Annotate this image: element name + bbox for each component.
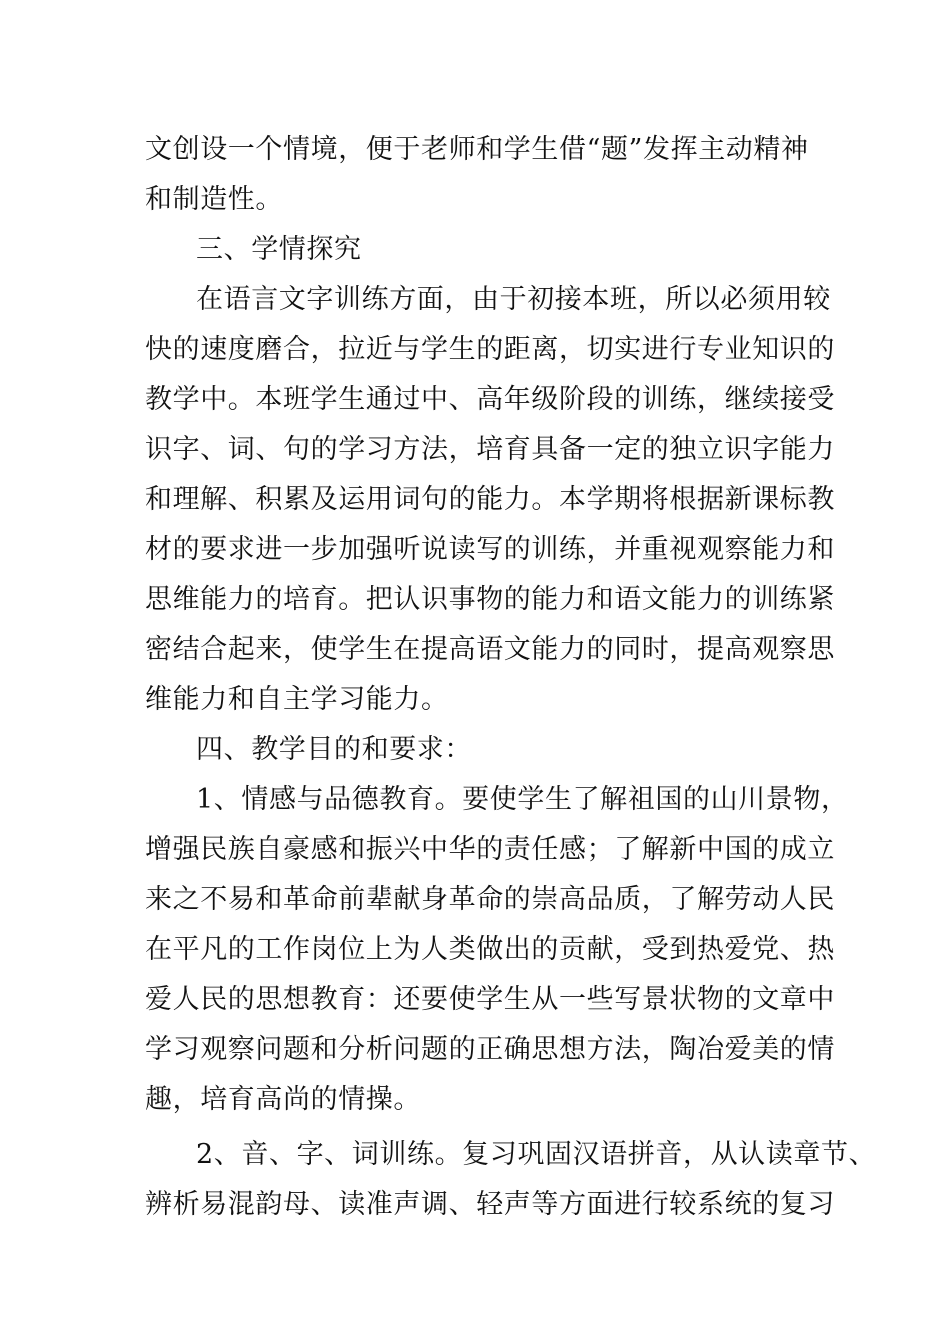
text-line: 教学中。本班学生通过中、高年级阶段的训练，继续接受	[145, 384, 835, 415]
text-line: 识字、词、句的学习方法，培育具备一定的独立识字能力	[145, 434, 835, 465]
text-line: 在平凡的工作岗位上为人类做出的贡献，受到热爱党、热	[145, 934, 835, 965]
section-heading: 三、学情探究	[196, 234, 362, 265]
text-line: 维能力和自主学习能力。	[145, 684, 449, 715]
text-line: 文创设一个情境，便于老师和学生借“题”发挥主动精神	[145, 134, 809, 165]
text-line: 爱人民的思想教育：还要使学生从一些写景状物的文章中	[145, 984, 835, 1015]
text-line: 和制造性。	[145, 184, 283, 215]
text-line: 密结合起来，使学生在提高语文能力的同时，提高观察思	[145, 634, 835, 665]
text-line: 学习观察问题和分析问题的正确思想方法，陶冶爱美的情	[145, 1034, 835, 1065]
section-heading: 四、教学目的和要求：	[196, 734, 472, 765]
text-line: 1、情感与品德教育。要使学生了解祖国的山川景物，	[196, 784, 849, 815]
text-line: 增强民族自豪感和振兴中华的责任感；了解新中国的成立	[145, 834, 835, 865]
text-line: 2、音、字、词训练。复习巩固汉语拼音，从认读章节、	[196, 1139, 877, 1170]
text-line: 和理解、积累及运用词句的能力。本学期将根据新课标教	[145, 484, 835, 515]
text-line: 在语言文字训练方面，由于初接本班，所以必须用较	[196, 284, 831, 315]
text-line: 趣，培育高尚的情操。	[145, 1084, 421, 1115]
text-line: 思维能力的培育。把认识事物的能力和语文能力的训练紧	[145, 584, 835, 615]
text-line: 来之不易和革命前辈献身革命的崇高品质，了解劳动人民	[145, 884, 835, 915]
text-line: 辨析易混韵母、读准声调、轻声等方面进行较系统的复习	[145, 1189, 835, 1220]
text-line: 快的速度磨合，拉近与学生的距离，切实进行专业知识的	[145, 334, 835, 365]
text-line: 材的要求进一步加强听说读写的训练，并重视观察能力和	[145, 534, 835, 565]
